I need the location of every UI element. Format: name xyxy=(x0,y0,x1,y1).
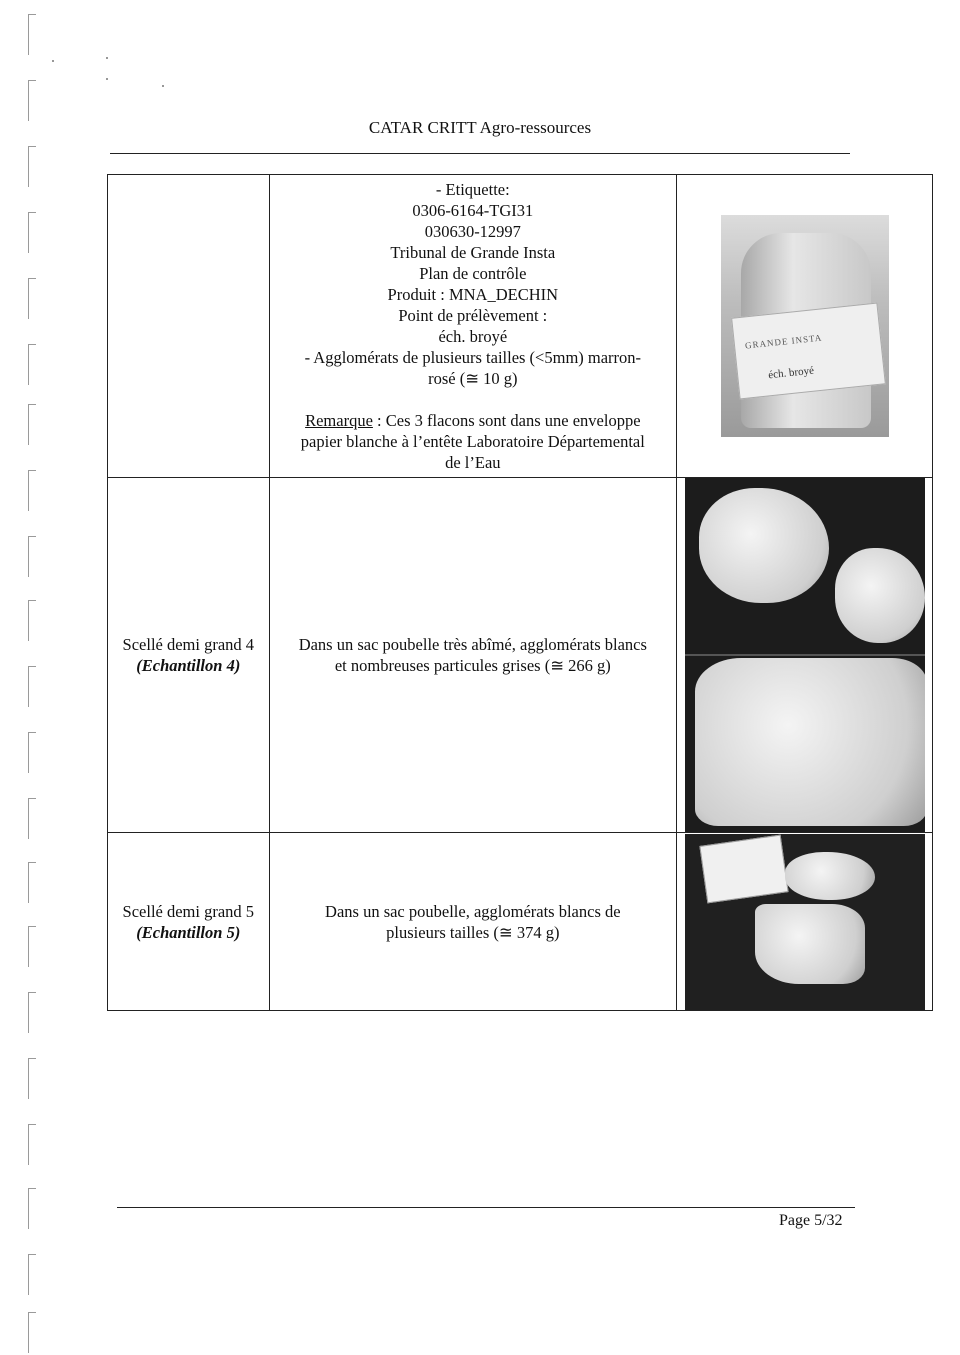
desc-line: rosé (≅ 10 g) xyxy=(428,369,518,388)
desc-line: et nombreuses particules grises (≅ 266 g) xyxy=(334,656,611,675)
desc-line: 030630-12997 xyxy=(424,222,521,241)
sample-photo-cell xyxy=(677,175,933,478)
sample-id: (Echantillon 4) xyxy=(136,656,241,675)
desc-line: Dans un sac poubelle très abîmé, agglomérats blancs xyxy=(298,635,647,654)
desc-line: 0306-6164-TGI31 xyxy=(412,201,534,220)
samples-table xyxy=(107,174,933,1011)
page-header: CATAR CRITT Agro-ressources xyxy=(368,118,592,137)
remark-line: de l’Eau xyxy=(445,453,501,472)
footer-rule xyxy=(117,1207,855,1208)
scan-speck xyxy=(106,57,108,59)
table-row xyxy=(108,175,933,478)
desc-line: Plan de contrôle xyxy=(419,264,527,283)
sample-label-cell xyxy=(108,175,270,478)
table-row xyxy=(108,833,933,1011)
desc-line: Dans un sac poubelle, agglomérats blancs de xyxy=(325,901,621,921)
vial-photo xyxy=(721,215,889,437)
sample-label: Scellé demi grand 5 xyxy=(122,901,255,921)
desc-line: - Etiquette: xyxy=(435,180,510,199)
desc-line: Point de prélèvement : xyxy=(398,306,548,325)
sample-label: Scellé demi grand 4 xyxy=(122,635,255,654)
desc-line: éch. broyé xyxy=(438,327,508,346)
scan-speck xyxy=(52,60,54,62)
sample-photo-cell xyxy=(677,833,933,1011)
sample-label-cell xyxy=(108,478,270,833)
desc-line: Tribunal de Grande Insta xyxy=(390,243,556,262)
bag-photo xyxy=(685,478,925,832)
sample-label-cell xyxy=(108,833,270,1011)
remark-line: Remarque : Ces 3 flacons sont dans une enveloppe xyxy=(305,411,641,430)
bag-photo xyxy=(685,834,925,1010)
sample-description-cell xyxy=(269,833,676,1011)
scan-speck xyxy=(106,78,108,80)
sample-id: (Echantillon 5) xyxy=(136,922,241,942)
sample-photo-cell xyxy=(677,478,933,833)
vial-label-text: éch. broyé xyxy=(767,364,815,382)
scan-speck xyxy=(162,85,164,87)
header-rule xyxy=(110,153,850,154)
binder-holes xyxy=(24,0,44,1355)
desc-line: - Agglomérats de plusieurs tailles (<5mm) marron- xyxy=(304,348,642,367)
table-row xyxy=(108,478,933,833)
sample-description-cell xyxy=(269,175,676,478)
page-number: Page 5/32 xyxy=(779,1212,843,1229)
vial-label-text: GRANDE INSTA xyxy=(744,332,823,351)
remark-label: Remarque xyxy=(305,411,373,430)
sample-description-cell xyxy=(269,478,676,833)
desc-line: plusieurs tailles (≅ 374 g) xyxy=(386,922,560,942)
desc-line: Produit : MNA_DECHIN xyxy=(387,285,559,304)
remark-line: papier blanche à l’entête Laboratoire Départemental xyxy=(300,432,645,451)
